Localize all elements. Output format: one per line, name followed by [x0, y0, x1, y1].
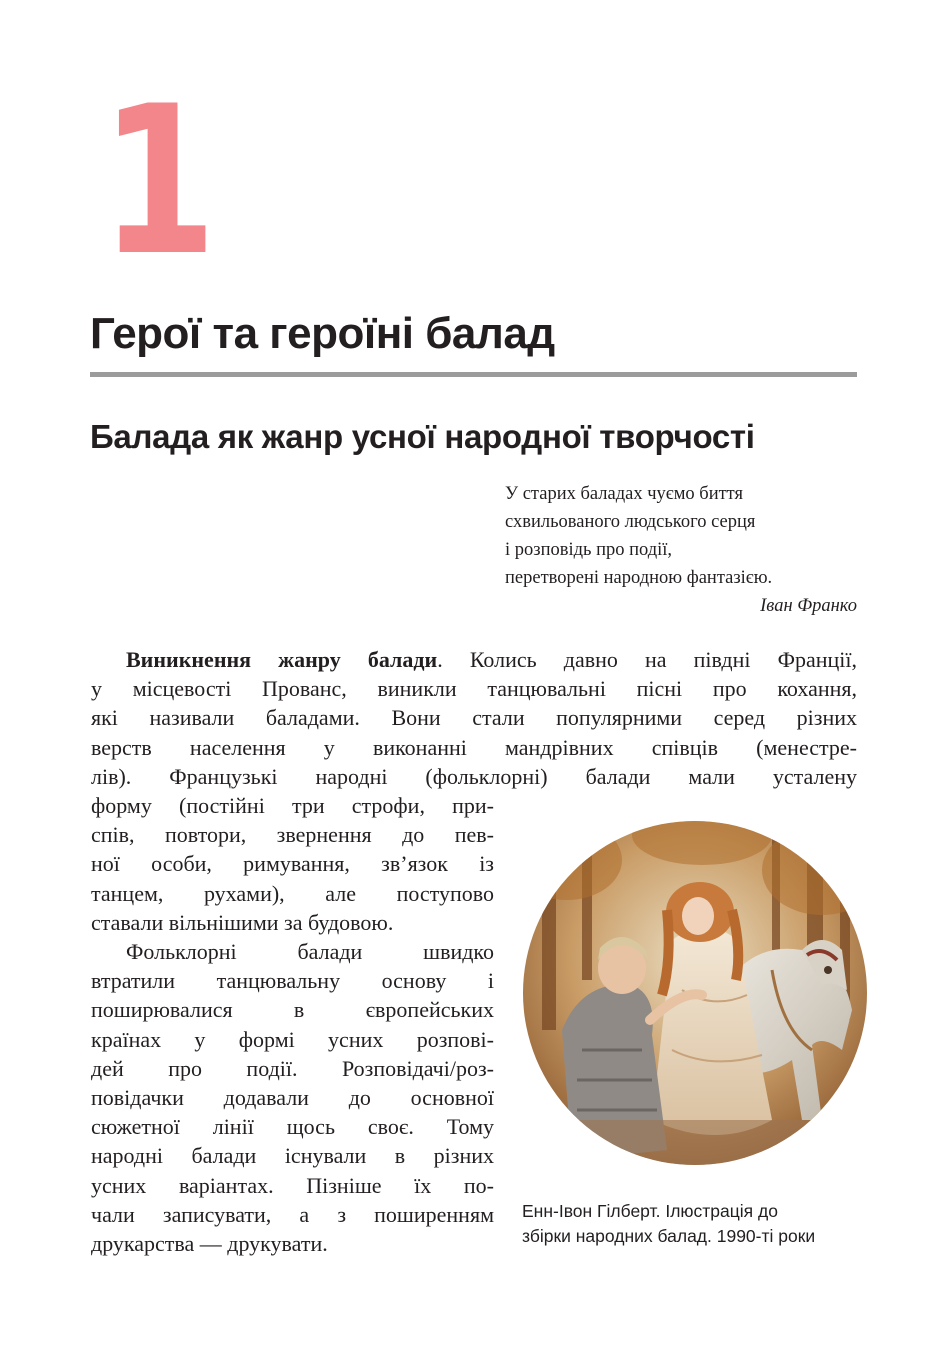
body-line: які називали баладами. Вони стали популярними серед різних: [91, 705, 857, 731]
epigraph-line: перетворені народною фантазією.: [505, 568, 773, 588]
body-line: усних варіантах. Пізніше їх по-: [91, 1172, 494, 1198]
body-line: форму (постійні три строфи, при-: [91, 793, 494, 818]
caption-line: Енн-Івон Гілберт. Ілюстрація до: [522, 1201, 778, 1221]
body-line: [91, 645, 857, 674]
body-line: Фольклорні балади швидко: [126, 939, 494, 965]
epigraph-line: У старих баладах чуємо биття: [505, 484, 744, 504]
body-column: [91, 791, 494, 1258]
ballad-illustration: [522, 820, 868, 1166]
body-paragraph-1: [91, 645, 857, 791]
body-line: ної особи, римування, зв’язок із: [91, 851, 494, 877]
epigraph-author: Іван Франко: [760, 596, 857, 616]
body-line: повідачки додавали до основної: [91, 1085, 494, 1111]
body-line: спів, повтори, звернення до пев-: [91, 822, 494, 848]
body-line: верств населення у виконанні мандрівних співців (менестре-: [91, 734, 857, 760]
body-line-text: . Колись давно на півдні Франції,: [437, 647, 857, 672]
body-line: дей про події. Розповідачі/роз-: [91, 1055, 494, 1081]
body-line: сюжетної лінії щось своє. Тому: [91, 1114, 494, 1140]
body-line: чали записувати, а з поширенням: [91, 1201, 494, 1227]
body-line: країнах у формі усних розпові-: [91, 1026, 494, 1052]
body-line: ставали вільнішими за будовою.: [91, 909, 394, 935]
body-line: народні балади існували в різних: [91, 1143, 494, 1169]
body-line: поширювалися в європейських: [91, 997, 494, 1023]
body-line: друкарства — друкувати.: [91, 1231, 328, 1257]
epigraph: [505, 480, 857, 620]
body-line: втратили танцювальну основу і: [91, 968, 494, 994]
caption-line: збірки народних балад. 1990-ті роки: [522, 1226, 816, 1246]
chapter-divider: [90, 372, 857, 377]
figure-caption: [522, 1199, 862, 1249]
chapter-number: 1: [100, 63, 214, 301]
epigraph-line: і розповідь про події,: [505, 540, 673, 560]
paragraph-lead: Виникнення жанру балади: [126, 647, 438, 672]
epigraph-line: схвильованого людського серця: [505, 512, 756, 532]
body-line: лів). Французькі народні (фольклорні) балади мали усталену: [91, 763, 857, 789]
body-line: танцем, рухами), але поступово: [91, 880, 494, 906]
section-title: Балада як жанр усної народної творчості: [90, 418, 755, 455]
body-line: у місцевості Прованс, виникли танцювальні пісні про кохання,: [91, 676, 857, 702]
chapter-title: Герої та героїні балад: [90, 309, 555, 358]
